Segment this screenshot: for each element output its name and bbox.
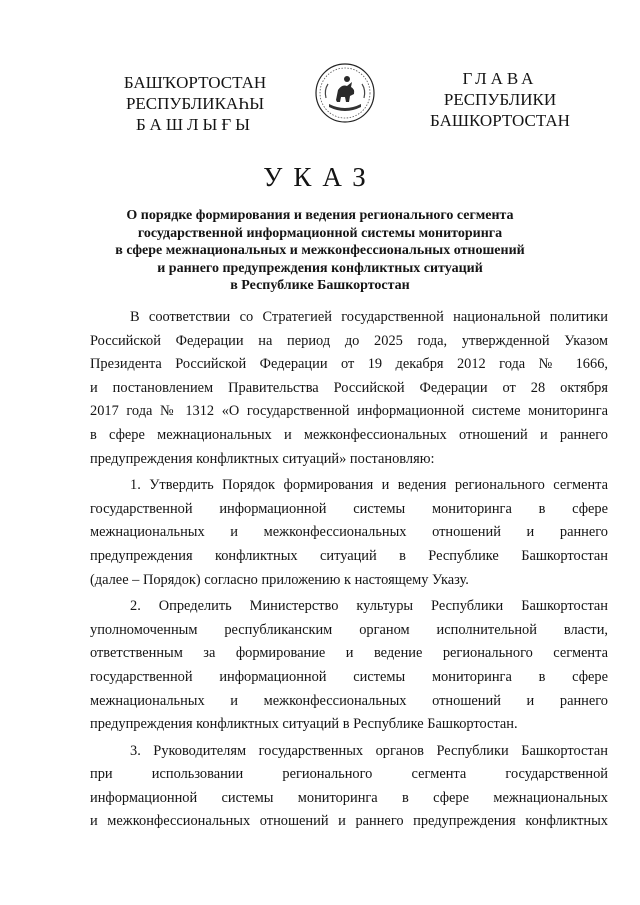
body-line: и межконфессиональных отношений и раннего предупреждения конфликтных: [90, 813, 608, 830]
body-line: при использовании регионального сегмента государственной: [90, 766, 608, 783]
body-line: межнациональных и межконфессиональных отношений и раннего: [90, 692, 608, 709]
body-line: предупреждения конфликтных ситуаций в Республике Башкортостан.: [90, 716, 518, 733]
header-left-block: [100, 72, 290, 135]
subject-line: государственной информационной системы мониторинга: [137, 225, 503, 241]
body-line: 3. Руководителям государственных органов Республики Башкортостан: [130, 742, 608, 759]
header-right-block: [420, 68, 580, 131]
header-right-line: ГЛАВА: [462, 69, 538, 88]
subject-line: О порядке формирования и ведения регионального сегмента: [126, 208, 514, 223]
header-left-line: БАШҠОРТОСТАН: [123, 73, 267, 92]
paragraph-item-3: [90, 740, 608, 834]
body-line: Президента Российской Федерации от 19 декабря 2012 года № 1666,: [90, 356, 608, 373]
body-line: в сфере межнациональных и межконфессиональных отношений и раннего: [90, 426, 608, 443]
document-body: [90, 306, 608, 837]
coat-of-arms-icon: [314, 62, 376, 124]
header-right-line: БАШКОРТОСТАН: [430, 111, 570, 130]
header-right-line: РЕСПУБЛИКИ: [443, 90, 557, 109]
body-line: Российской Федерации на период до 2025 года, утвержденной Указом: [90, 332, 608, 349]
body-line: предупреждения конфликтных ситуаций» постановляю:: [90, 450, 435, 467]
paragraph-preamble: [90, 306, 608, 471]
header-left-line: РЕСПУБЛИКАҺЫ: [125, 94, 265, 113]
body-line: государственной информационной системы мониторинга в сфере: [90, 668, 608, 685]
document-title: УКАЗ: [263, 162, 377, 192]
body-line: 2017 года № 1312 «О государственной информационной системе мониторинга: [90, 403, 608, 420]
header-left-line: БАШЛЫҒЫ: [136, 115, 254, 134]
body-line: информационной системы мониторинга в сфере межнациональных: [90, 789, 608, 806]
body-line: предупреждения конфликтных ситуаций в Республике Башкортостан: [90, 547, 608, 564]
body-line: и постановлением Правительства Российской Федерации от 28 октября: [90, 379, 608, 396]
body-line: ответственным за формирование и ведение регионального сегмента: [90, 645, 608, 662]
paragraph-item-2: [90, 595, 608, 737]
document-subject: [80, 207, 560, 295]
body-line: 2. Определить Министерство культуры Республики Башкортостан: [130, 598, 608, 615]
body-line: 1. Утвердить Порядок формирования и ведения регионального сегмента: [130, 477, 608, 494]
subject-line: и раннего предупреждения конфликтных ситуаций: [157, 260, 483, 276]
subject-line: в Республике Башкортостан: [230, 278, 410, 293]
body-line: В соответствии со Стратегией государственной национальной политики: [130, 309, 608, 325]
body-line: (далее – Порядок) согласно приложению к настоящему Указу.: [90, 571, 469, 588]
paragraph-item-1: [90, 474, 608, 592]
body-line: уполномоченным республиканским органом исполнительной власти,: [90, 621, 608, 638]
subject-line: в сфере межнациональных и межконфессиональных отношений: [115, 243, 525, 258]
body-line: государственной информационной системы мониторинга в сфере: [90, 500, 608, 517]
body-line: межнациональных и межконфессиональных отношений и раннего: [90, 524, 608, 541]
